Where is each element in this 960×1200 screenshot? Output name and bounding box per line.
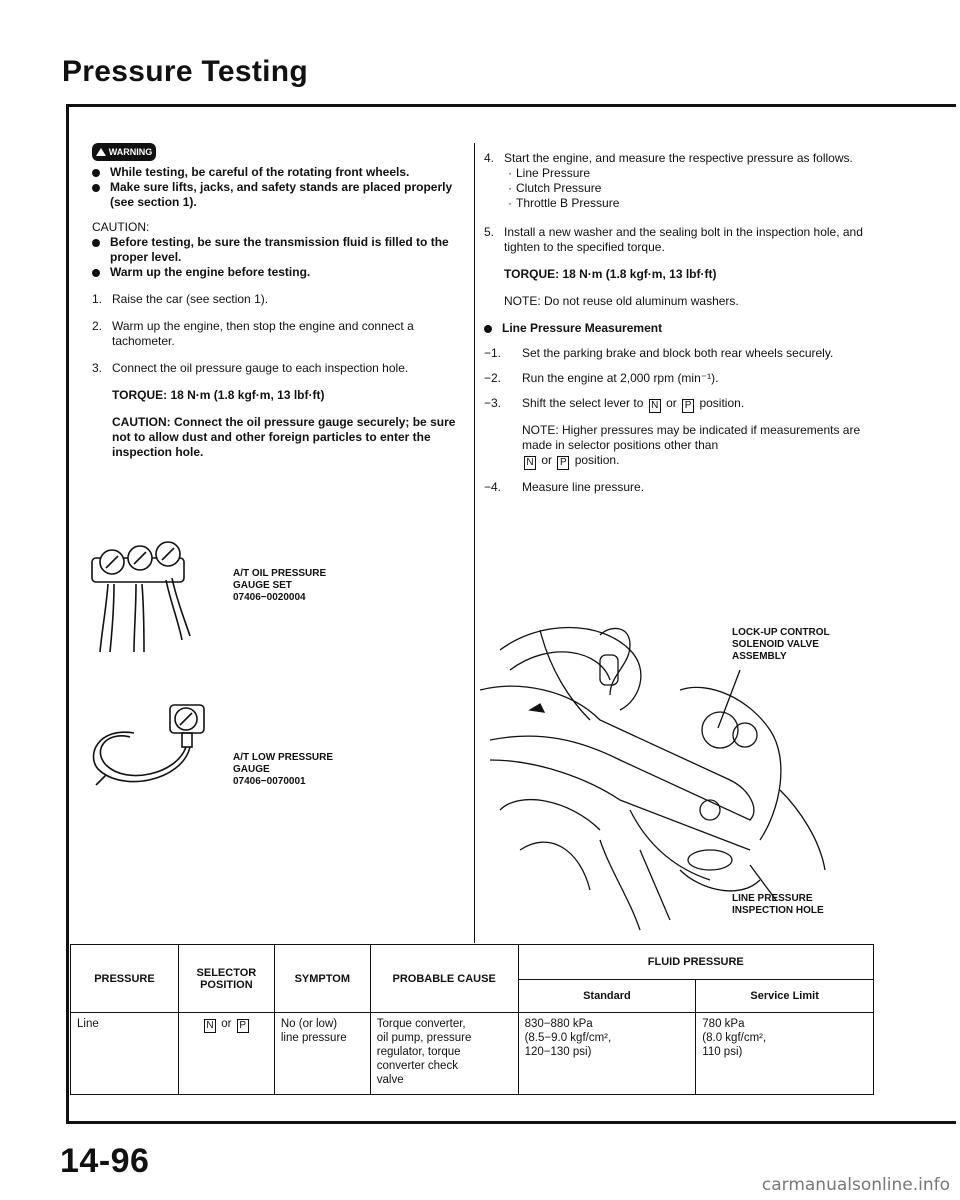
bottom-rule — [66, 1121, 956, 1124]
caution-heading: CAUTION: — [92, 220, 150, 234]
top-rule — [68, 104, 956, 107]
list-item: · Clutch Pressure — [508, 181, 602, 195]
step-2: 2. Warm up the engine, then stop the engine and connect a tachometer. — [92, 319, 414, 348]
selector-note: NOTE: Higher pressures may be indicated if measurements are made in selector positions other than N or P position. — [522, 423, 861, 468]
line-pressure-heading: Line Pressure Measurement — [484, 321, 874, 336]
cell-probable-cause: Torque converter, oil pump, pressure regulator, torque converter check valve — [370, 1013, 518, 1095]
column-divider — [474, 143, 475, 943]
header-selector: SELECTOR POSITION — [178, 945, 274, 1013]
pressure-gauge-set-illustration — [86, 540, 196, 655]
caution-item: Warm up the engine before testing. — [92, 265, 462, 280]
header-service-limit: Service Limit — [696, 980, 874, 1013]
header-pressure: PRESSURE — [71, 945, 179, 1013]
step-4: 4. Start the engine, and measure the respective pressure as follows. — [484, 151, 853, 165]
list-item: · Throttle B Pressure — [508, 196, 620, 210]
step-1: 1. Raise the car (see section 1). — [92, 292, 269, 306]
cell-symptom: No (or low) line pressure — [274, 1013, 370, 1095]
washer-note: NOTE: Do not reuse old aluminum washers. — [504, 294, 739, 308]
cell-pressure: Line — [71, 1013, 179, 1095]
right-column — [484, 151, 874, 495]
line-pressure-hole-label: LINE PRESSURE INSPECTION HOLE — [732, 893, 824, 916]
warning-badge-label: WARNING — [108, 147, 153, 157]
cell-selector: N or P — [178, 1013, 274, 1095]
header-symptom: SYMPTOM — [274, 945, 370, 1013]
gauge-caution: CAUTION: Connect the oil pressure gauge securely; be sure not to allow dust and other foreign particles to enter the inspection hole. — [112, 415, 456, 459]
step-5: 5. Install a new washer and the sealing bolt in the inspection hole, and tighten to the specified torque. — [484, 225, 863, 254]
selector-key-p: P — [682, 399, 694, 413]
left-column — [92, 165, 462, 460]
lockup-solenoid-label: LOCK-UP CONTROL SOLENOID VALVE ASSEMBLY — [732, 627, 830, 662]
torque-spec-right: TORQUE: 18 N·m (1.8 kgf·m, 13 lbf·ft) — [504, 267, 717, 281]
caution-item: Before testing, be sure the transmission fluid is filled to the proper level. — [92, 235, 462, 265]
warning-item: Make sure lifts, jacks, and safety stands are placed properly (see section 1). — [92, 180, 462, 210]
torque-spec-left: TORQUE: 18 N·m (1.8 kgf·m, 13 lbf·ft) — [112, 388, 325, 402]
substep-4: −4. Measure line pressure. — [484, 480, 645, 494]
selector-key-n: N — [524, 456, 536, 470]
page-title: Pressure Testing — [62, 55, 309, 88]
table-row — [71, 1013, 874, 1095]
cell-standard: 830−880 kPa (8.5−9.0 kgf/cm², 120−130 psi) — [518, 1013, 696, 1095]
table-header-row — [71, 945, 874, 980]
fluid-pressure-table — [70, 944, 874, 1095]
selector-key-p: P — [557, 456, 569, 470]
header-standard: Standard — [518, 980, 696, 1013]
selector-key-n: N — [649, 399, 661, 413]
watermark: carmanualsonline.info — [761, 1175, 950, 1195]
warning-triangle-icon — [96, 148, 106, 156]
warning-badge — [92, 143, 156, 161]
substep-1: −1. Set the parking brake and block both rear wheels securely. — [484, 346, 834, 360]
step-3: 3. Connect the oil pressure gauge to each inspection hole. — [92, 361, 409, 375]
cell-service-limit: 780 kPa (8.0 kgf/cm², 110 psi) — [696, 1013, 874, 1095]
page-number: 14-96 — [60, 1142, 150, 1180]
tool-gauge-set-label: A/T OIL PRESSURE GAUGE SET 07406−0020004 — [233, 568, 327, 603]
left-frame-rule — [66, 104, 69, 1124]
substep-3: −3. Shift the select lever to N or P position. — [484, 396, 745, 411]
list-item: · Line Pressure — [508, 166, 591, 180]
substep-2: −2. Run the engine at 2,000 rpm (min⁻¹). — [484, 371, 719, 385]
low-pressure-gauge-illustration — [86, 695, 216, 795]
header-probable-cause: PROBABLE CAUSE — [370, 945, 518, 1013]
step-4-list — [484, 166, 874, 211]
warning-item: While testing, be careful of the rotating front wheels. — [92, 165, 462, 180]
header-fluid-pressure: FLUID PRESSURE — [518, 945, 873, 980]
tool-low-pressure-gauge-label: A/T LOW PRESSURE GAUGE 07406−0070001 — [233, 752, 334, 787]
